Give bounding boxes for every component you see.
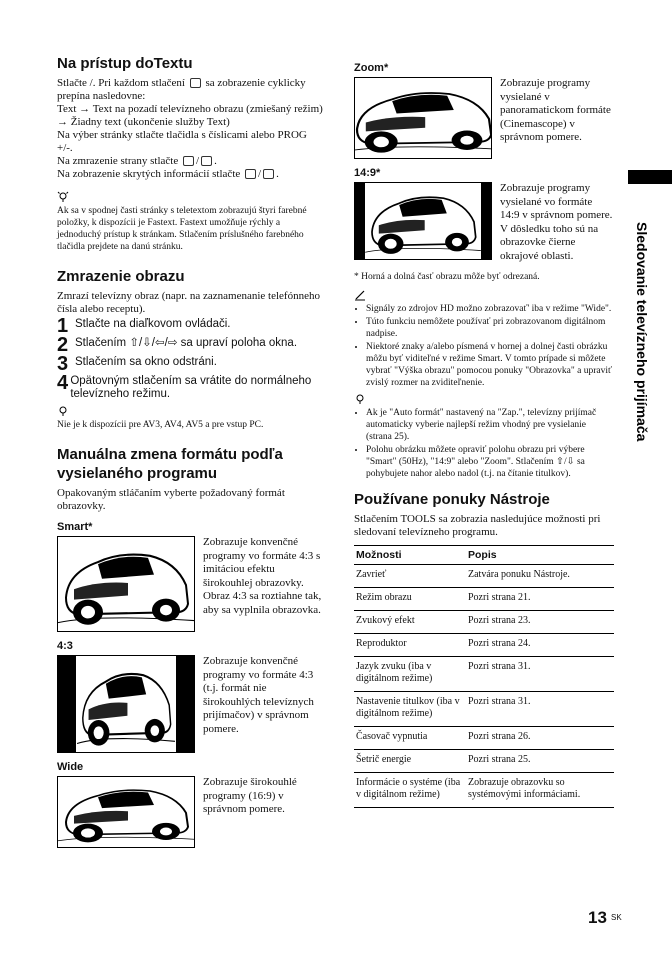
black-side-bar <box>355 183 365 259</box>
description-cell: Zatvára ponuku Nástroje. <box>466 565 614 588</box>
format-heading: Manuálna zmena formátu podľa vysielaného programu <box>57 446 283 482</box>
tip-item: • Polohu obrázku môžete opraviť polohu obrazu pri výbere "Smart" (50Hz), "14:9" alebo "Zoom". Stlačením ⇧/⇩ sa pohybujete nahor alebo nadol (t.j. na čítanie titulkov). <box>366 444 614 480</box>
zoom-desc: Zobrazuje programy vysielané v panoramatickom formáte (Cinemascope) v správnom pomere. <box>500 77 611 143</box>
table-row <box>354 692 614 727</box>
section-tab-marker <box>628 170 672 184</box>
tip-icon <box>57 405 69 417</box>
car-drawing <box>58 656 194 752</box>
freeze-step <box>57 334 325 356</box>
option-cell: Zvukový efekt <box>354 611 466 634</box>
wide-label: Wide <box>57 761 84 773</box>
description-cell: Pozri strana 24. <box>466 634 614 657</box>
step-text: Stlačením ⇧/⇩/⇦/⇨ sa upraví poloha okna. <box>75 337 298 349</box>
option-cell: Jazyk zvuku (iba v digitálnom režime) <box>354 657 466 692</box>
table-row <box>354 588 614 611</box>
teletext-tip: Ak sa v spodnej časti stránky s teletextom zobrazujú štyri farebné položky, k dispozícii je Fastext. Fastext umožňuje rýchly a jednoduchý prístup k stránkam. Stlačením príslušného farebného tlačidla prejdete na danú stránku. <box>57 206 307 252</box>
section-title-vertical: Sledovanie televízneho prijímača <box>634 222 650 442</box>
car-drawing <box>58 537 194 631</box>
table-row <box>354 657 614 692</box>
f149-label: 14:9* <box>354 167 381 179</box>
option-cell: Nastavenie titulkov (iba v digitálnom režime) <box>354 692 466 727</box>
f43-desc: Zobrazuje konvenčné programy vo formáte 4:3 (t.j. formát nie širokouhlých televíznych prijímačov) v správnom pomere. <box>203 655 314 735</box>
freeze-step <box>57 372 325 401</box>
option-cell: Zavrieť <box>354 565 466 588</box>
freeze-step <box>57 353 325 375</box>
tools-col-options: Možnosti <box>354 546 466 565</box>
option-cell: Informácie o systéme (iba v digitálnom režime) <box>354 773 466 808</box>
option-cell: Časovač vypnutia <box>354 727 466 750</box>
car-drawing <box>58 777 194 847</box>
option-cell: Reproduktor <box>354 634 466 657</box>
step-number: 3 <box>57 353 69 375</box>
hold-button-icon <box>183 156 194 166</box>
reveal-alt-icon <box>263 169 274 179</box>
smart-label: Smart* <box>57 521 93 533</box>
pencil-note-icon <box>354 289 366 301</box>
step-text: Stlačením sa okno odstráni. <box>75 356 217 368</box>
page-number: 13 <box>588 908 607 927</box>
black-side-bar <box>481 183 491 259</box>
description-cell: Pozri strana 31. <box>466 657 614 692</box>
teletext-heading: Na prístup doTextu <box>57 55 193 72</box>
page-language: SK <box>611 913 622 922</box>
zoom-label: Zoom* <box>354 62 389 74</box>
table-row <box>354 634 614 657</box>
tools-table <box>354 545 614 808</box>
step-number: 1 <box>57 315 69 337</box>
tip-icon <box>57 191 69 203</box>
car-drawing <box>355 183 491 259</box>
description-cell: Pozri strana 23. <box>466 611 614 634</box>
option-cell: Šetrič energie <box>354 750 466 773</box>
tip-item: • Ak je "Auto formát" nastavený na "Zap.", televízny prijímač automaticky vyberie najlepší režim vhodný pre vysielanie (strana 25). <box>366 407 614 443</box>
zoom-car-image <box>354 77 492 159</box>
step-number: 2 <box>57 334 69 356</box>
smart-desc: Zobrazuje konvenčné programy vo formáte 4:3 s imitáciou efektu širokouhlej obrazovky. Obraz 4:3 sa roztiahne tak, aby sa vyplnila obrazovka. <box>203 536 322 616</box>
freeze-tip: Nie je k dispozícii pre AV3, AV4, AV5 a pre vstup PC. <box>57 420 264 430</box>
step-text: Opätovným stlačením sa vrátite do normálneho televízneho režimu. <box>70 375 312 400</box>
f43-car-image <box>57 655 195 753</box>
description-cell: Pozri strana 31. <box>466 692 614 727</box>
reveal-button-icon <box>245 169 256 179</box>
f149-car-image <box>354 182 492 260</box>
option-cell: Režim obrazu <box>354 588 466 611</box>
description-cell: Pozri strana 25. <box>466 750 614 773</box>
smart-car-image <box>57 536 195 632</box>
freeze-intro: Zmrazí televízny obraz (napr. na zaznamenanie telefónneho čísla alebo receptu). <box>57 290 320 315</box>
format-notes <box>354 303 614 389</box>
tools-heading: Používane ponuky Nástroje <box>354 491 550 508</box>
note-item: • Niektoré znaky a/alebo písmená v hornej a dolnej časti obrázku môžu byť viditeľné v režime Smart. V tomto prípade si môžete vybrať "Výška obrazu" pomocou ponuky "Obrazovka" a upraviť zvislý rozmer na zviditeľnenie. <box>366 341 614 389</box>
freeze-step <box>57 315 325 337</box>
step-text: Stlačte na diaľkovom ovládači. <box>75 318 231 330</box>
note-item: • Signály zo zdrojov HD možno zobrazovať' iba v režime "Wide". <box>366 303 614 315</box>
f149-desc: Zobrazuje programy vysielané vo formáte 14:9 v správnom pomere. V dôsledku toho sú na obrazovke čierne okrajové oblasti. <box>500 182 613 262</box>
table-row <box>354 611 614 634</box>
text-button-icon <box>190 78 201 88</box>
freeze-steps <box>57 315 325 401</box>
step-number: 4 <box>57 372 69 394</box>
black-side-bar <box>58 656 76 752</box>
table-row <box>354 565 614 588</box>
tools-col-description: Popis <box>466 546 614 565</box>
format-intro: Opakovaným stláčaním vyberte požadovaný formát obrazovky. <box>57 487 285 512</box>
table-row <box>354 750 614 773</box>
tools-intro: Stlačením TOOLS sa zobrazia nasledujúce možnosti pri sledovaní televízneho programu. <box>354 513 601 538</box>
wide-car-image <box>57 776 195 848</box>
format-footnote: * Horná a dolná časť obrazu môže byť odrezaná. <box>354 272 540 282</box>
format-tips <box>354 407 614 480</box>
black-side-bar <box>176 656 194 752</box>
note-item: • Túto funkciu nemôžete používať pri zobrazovanom digitálnom nadpise. <box>366 316 614 340</box>
car-drawing <box>355 78 491 158</box>
wide-desc: Zobrazuje širokouhlé programy (16:9) v správnom pomere. <box>203 776 297 815</box>
tip-icon <box>354 393 366 405</box>
description-cell: Pozri strana 21. <box>466 588 614 611</box>
description-cell: Pozri strana 26. <box>466 727 614 750</box>
table-row <box>354 773 614 808</box>
table-row <box>354 727 614 750</box>
teletext-text: Stlačte /. Pri každom stlačení sa zobrazenie cyklicky prepína nasledovne: Text → Text na pozadí televízneho obrazu (zmiešaný režim) → Žiadny text (ukončenie služby Text) Na výber stránky stlačte tlačidla s číslicami alebo PROG +/-. Na zmrazenie strany stlačte / . Na zobrazenie skrytých informácií stlačte / . <box>57 77 323 180</box>
freeze-heading: Zmrazenie obrazu <box>57 268 185 285</box>
description-cell: Zobrazuje obrazovku so systémovými informáciami. <box>466 773 614 808</box>
hold-alt-icon <box>201 156 212 166</box>
f43-label: 4:3 <box>57 640 73 652</box>
